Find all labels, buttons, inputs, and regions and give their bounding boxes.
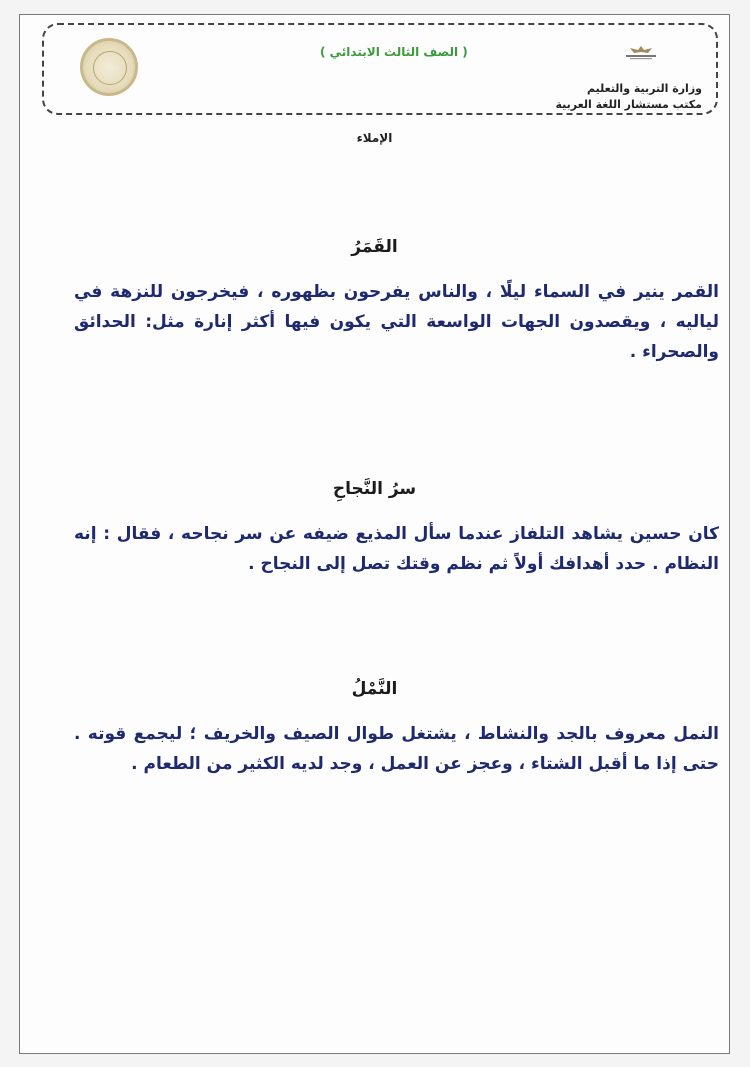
section-body-moon: القمر ينير في السماء ليلًا ، والناس يفرحون بظهوره ، فيخرجون للنزهة في لياليه ، ويقصدون الجهات الواسعة التي يكون فيها أكثر إنارة مثل: الحدائق والصحراء . <box>74 282 719 362</box>
section-title-success: سرُ النَّجاحِ <box>332 479 417 499</box>
office-name: مكتب مستشار اللغة العربية <box>555 98 702 111</box>
section-title-moon: القَمَرُ <box>351 237 398 257</box>
grade-title: ( الصف الثالث الابتدائي ) <box>320 45 468 59</box>
header-box <box>42 23 718 115</box>
ministry-name: وزارة التربية والتعليم <box>587 82 702 95</box>
page-title: الإملاء <box>356 131 393 145</box>
ministry-seal-icon <box>80 38 138 96</box>
section-body-ants: النمل معروف بالجد والنشاط ، يشتغل طوال الصيف والخريف ؛ ليجمع قوته . حتى إذا ما أقبل الشتاء ، وعجز عن العمل ، وجد لديه الكثير من الطعام . <box>74 724 719 774</box>
egypt-eagle-emblem-icon <box>616 44 666 60</box>
section-body-success: كان حسين يشاهد التلفاز عندما سأل المذيع ضيفه عن سر نجاحه ، فقال : إنه النظام . حدد أهدافك أولاً ثم نظم وقتك تصل إلى النجاح . <box>74 524 719 574</box>
worksheet-page <box>19 14 730 1054</box>
section-title-ants: النَّمْلُ <box>351 679 398 699</box>
ministry-name-block <box>556 81 703 113</box>
